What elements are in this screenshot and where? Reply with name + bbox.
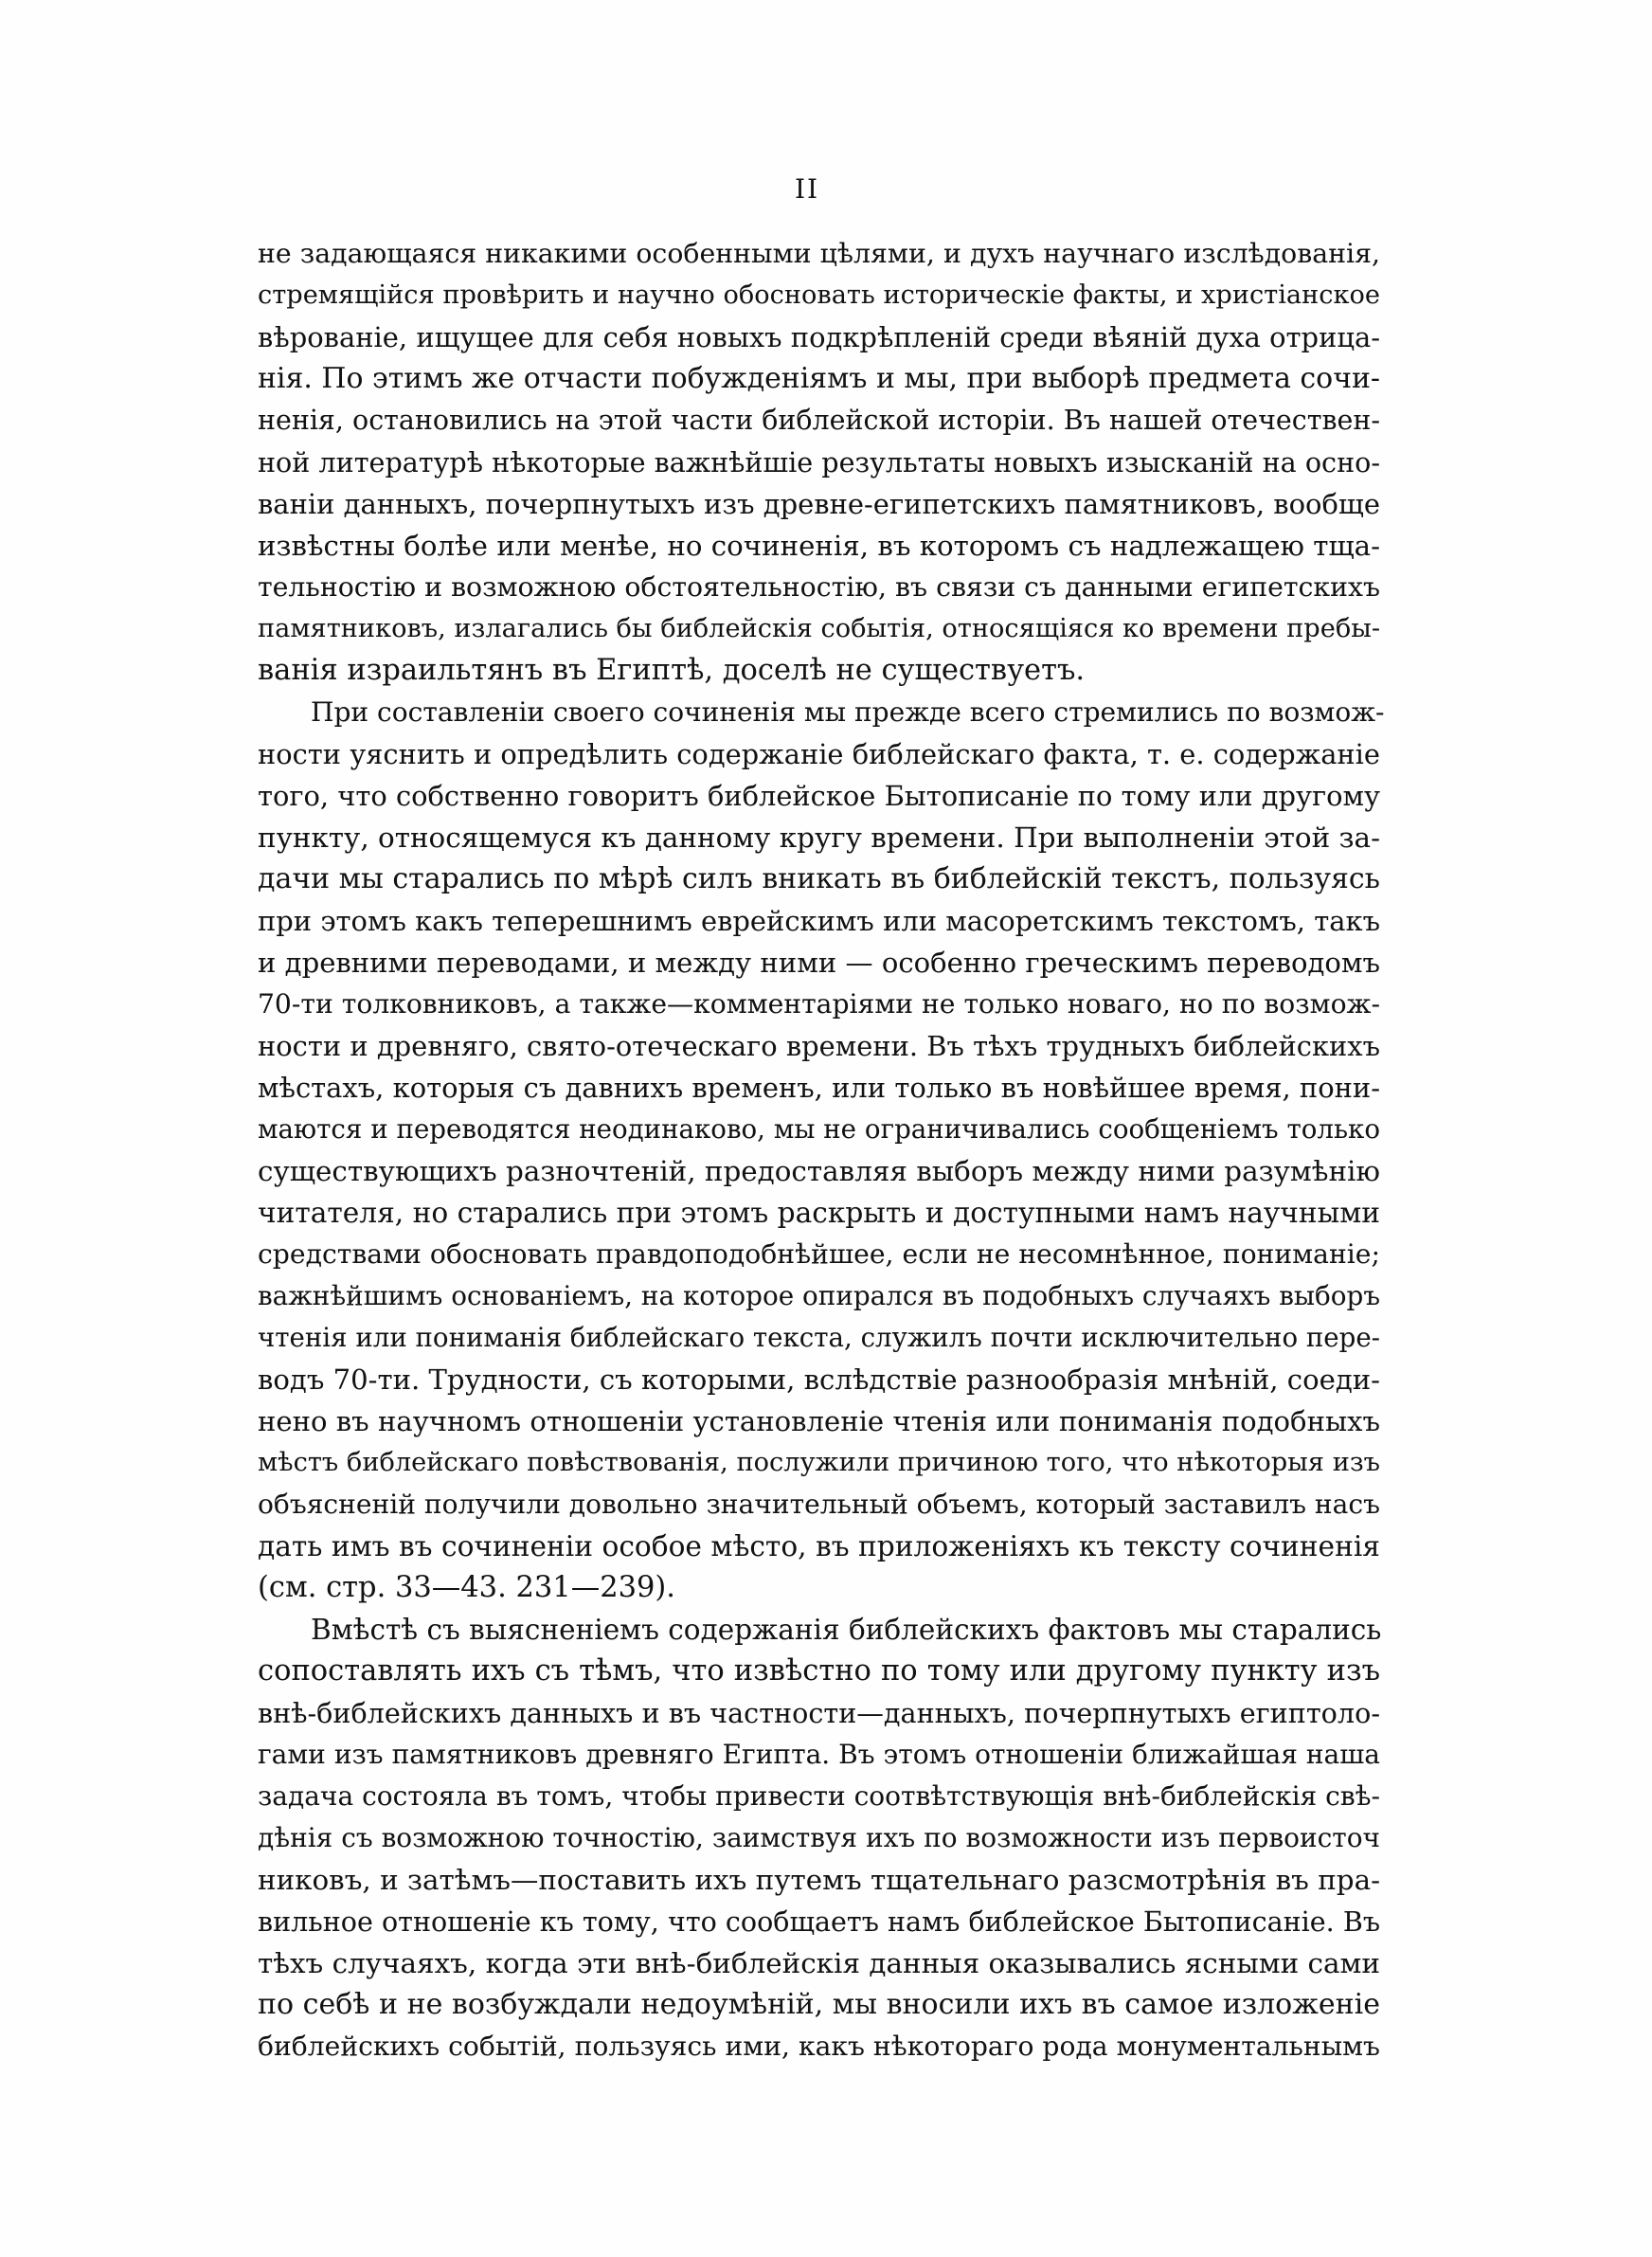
text-line: вильное отношеніе къ тому, что сообщаетъ намъ библейское Бытописаніе. Въ — [258, 1905, 1380, 1938]
text-line: мѣстахъ, которыя съ давнихъ временъ, или только въ новѣйшее время, пони- — [258, 1072, 1380, 1104]
text-line: гами изъ памятниковъ древняго Египта. Въ этомъ отношеніи ближайшая наша — [258, 1739, 1380, 1770]
text-line: ности уяснить и опредѣлить содержаніе библейскаго факта, т. е. содержаніе — [258, 738, 1380, 770]
text-line: нія. По этимъ же отчасти побужденіямъ и мы, при выборѣ предмета сочи- — [258, 362, 1380, 395]
text-line: не задающаяся никакими особенными цѣлями, и духъ научнаго изслѣдованія, — [258, 238, 1380, 269]
text-line: ности и древняго, свято-отеческаго времени. Въ тѣхъ трудныхъ библейскихъ — [258, 1030, 1380, 1062]
text-line: задача состояла въ томъ, чтобы привести соотвѣтствующія внѣ-библейскія свѣ- — [258, 1780, 1380, 1812]
text-line: и древними переводами, и между ними — особенно греческимъ переводомъ — [258, 947, 1380, 979]
text-line: Вмѣстѣ съ выясненіемъ содержанія библейскихъ фактовъ мы старались — [311, 1614, 1382, 1646]
text-line: ваніи данныхъ, почерпнутыхъ изъ древне-египетскихъ памятниковъ, вообще — [258, 488, 1380, 520]
text-line: извѣстны болѣе или менѣе, но сочиненія, въ которомъ съ надлежащею тща- — [258, 530, 1380, 562]
text-line: вѣрованіе, ищущее для себя новыхъ подкрѣпленій среди вѣяній духа отрица- — [258, 321, 1380, 353]
text-line: ванія израильтянъ въ Египтѣ, доселѣ не существуетъ. — [258, 654, 1086, 687]
paragraph-3 — [258, 1609, 1380, 2067]
text-line: важнѣйшимъ основаніемъ, на которое опирался въ подобныхъ случаяхъ выборъ — [258, 1280, 1380, 1311]
text-line: по себѣ и не возбуждали недоумѣній, мы вносили ихъ въ самое изложеніе — [258, 1988, 1380, 2021]
paragraph-1 — [258, 233, 1380, 692]
text-line: никовъ, и затѣмъ—поставить ихъ путемъ тщательнаго разсмотрѣнія въ пра- — [258, 1864, 1380, 1896]
text-line: объясненій получили довольно значительный объемъ, который заставилъ насъ — [258, 1489, 1380, 1520]
text-line: 70-ти толковниковъ, а также—комментаріями не только новаго, но по возмож- — [258, 988, 1380, 1020]
text-line: чтенія или пониманія библейскаго текста, служилъ почти исключительно пере- — [258, 1322, 1380, 1353]
paragraph-2 — [258, 692, 1385, 1609]
text-line: существующихъ разночтеній, предоставляя выборъ между ними разумѣнію — [258, 1155, 1380, 1187]
text-line: ненія, остановились на этой части библейской исторіи. Въ нашей отечествен- — [258, 405, 1380, 436]
text-line: дать имъ въ сочиненіи особое мѣсто, въ приложеніяхъ къ тексту сочиненія — [258, 1529, 1380, 1562]
text-line: того, что собственно говоритъ библейское Бытописаніе по тому или другому — [258, 780, 1380, 812]
text-line: (см. стр. 33—43. 231—239). — [258, 1571, 675, 1604]
text-line: при этомъ какъ теперешнимъ еврейскимъ или масоретскимъ текстомъ, такъ — [258, 905, 1380, 937]
text-line: нено въ научномъ отношеніи установленіе чтенія или пониманія подобныхъ — [258, 1405, 1380, 1437]
text-line: дѣнія съ возможною точностію, заимствуя ихъ по возможности изъ первоисточ — [258, 1822, 1380, 1853]
text-line: ной литературѣ нѣкоторые важнѣйшіе результаты новыхъ изысканій на осно- — [258, 446, 1380, 478]
text-line: водъ 70-ти. Трудности, съ которыми, вслѣдствіе разнообразія мнѣній, соеди- — [258, 1363, 1380, 1396]
text-line: маются и переводятся неодинаково, мы не ограничивались сообщеніемъ только — [258, 1113, 1380, 1145]
text-line: мѣстъ библейскаго повѣствованія, послужили причиною того, что нѣкоторыя изъ — [258, 1448, 1380, 1477]
text-line: тѣхъ случаяхъ, когда эти внѣ-библейскія данныя оказывались ясными сами — [258, 1947, 1380, 1979]
text-line: При составленіи своего сочиненія мы прежде всего стремились по возмож- — [311, 696, 1385, 728]
text-line: пункту, относящемуся къ данному кругу времени. При выполненіи этой за- — [258, 822, 1380, 854]
text-line: библейскихъ событій, пользуясь ими, какъ нѣкотораго рода монументальнымъ — [258, 2031, 1380, 2062]
text-line: дачи мы старались по мѣрѣ силъ вникать въ библейскій текстъ, пользуясь — [258, 862, 1380, 895]
page-number: II — [794, 173, 820, 205]
body-text — [258, 233, 1385, 2067]
text-line: памятниковъ, излагались бы библейскія событія, относящіяся ко времени пребы- — [258, 614, 1381, 643]
text-line: внѣ-библейскихъ данныхъ и въ частности—данныхъ, почерпнутыхъ египтоло- — [258, 1697, 1380, 1729]
text-line: читателя, но старались при этомъ раскрыть и доступными намъ научными — [258, 1196, 1380, 1229]
text-line: сопоставлять ихъ съ тѣмъ, что извѣстно по тому или другому пункту изъ — [258, 1654, 1380, 1688]
text-line: средствами обосновать правдоподобнѣйшее, если не несомнѣнное, пониманіе; — [258, 1238, 1380, 1270]
text-line: стремящійся провѣрить и научно обосновать историческіе факты, и христіанское — [258, 280, 1380, 310]
text-line: тельностію и возможною обстоятельностію, въ связи съ данными египетскихъ — [258, 571, 1380, 603]
